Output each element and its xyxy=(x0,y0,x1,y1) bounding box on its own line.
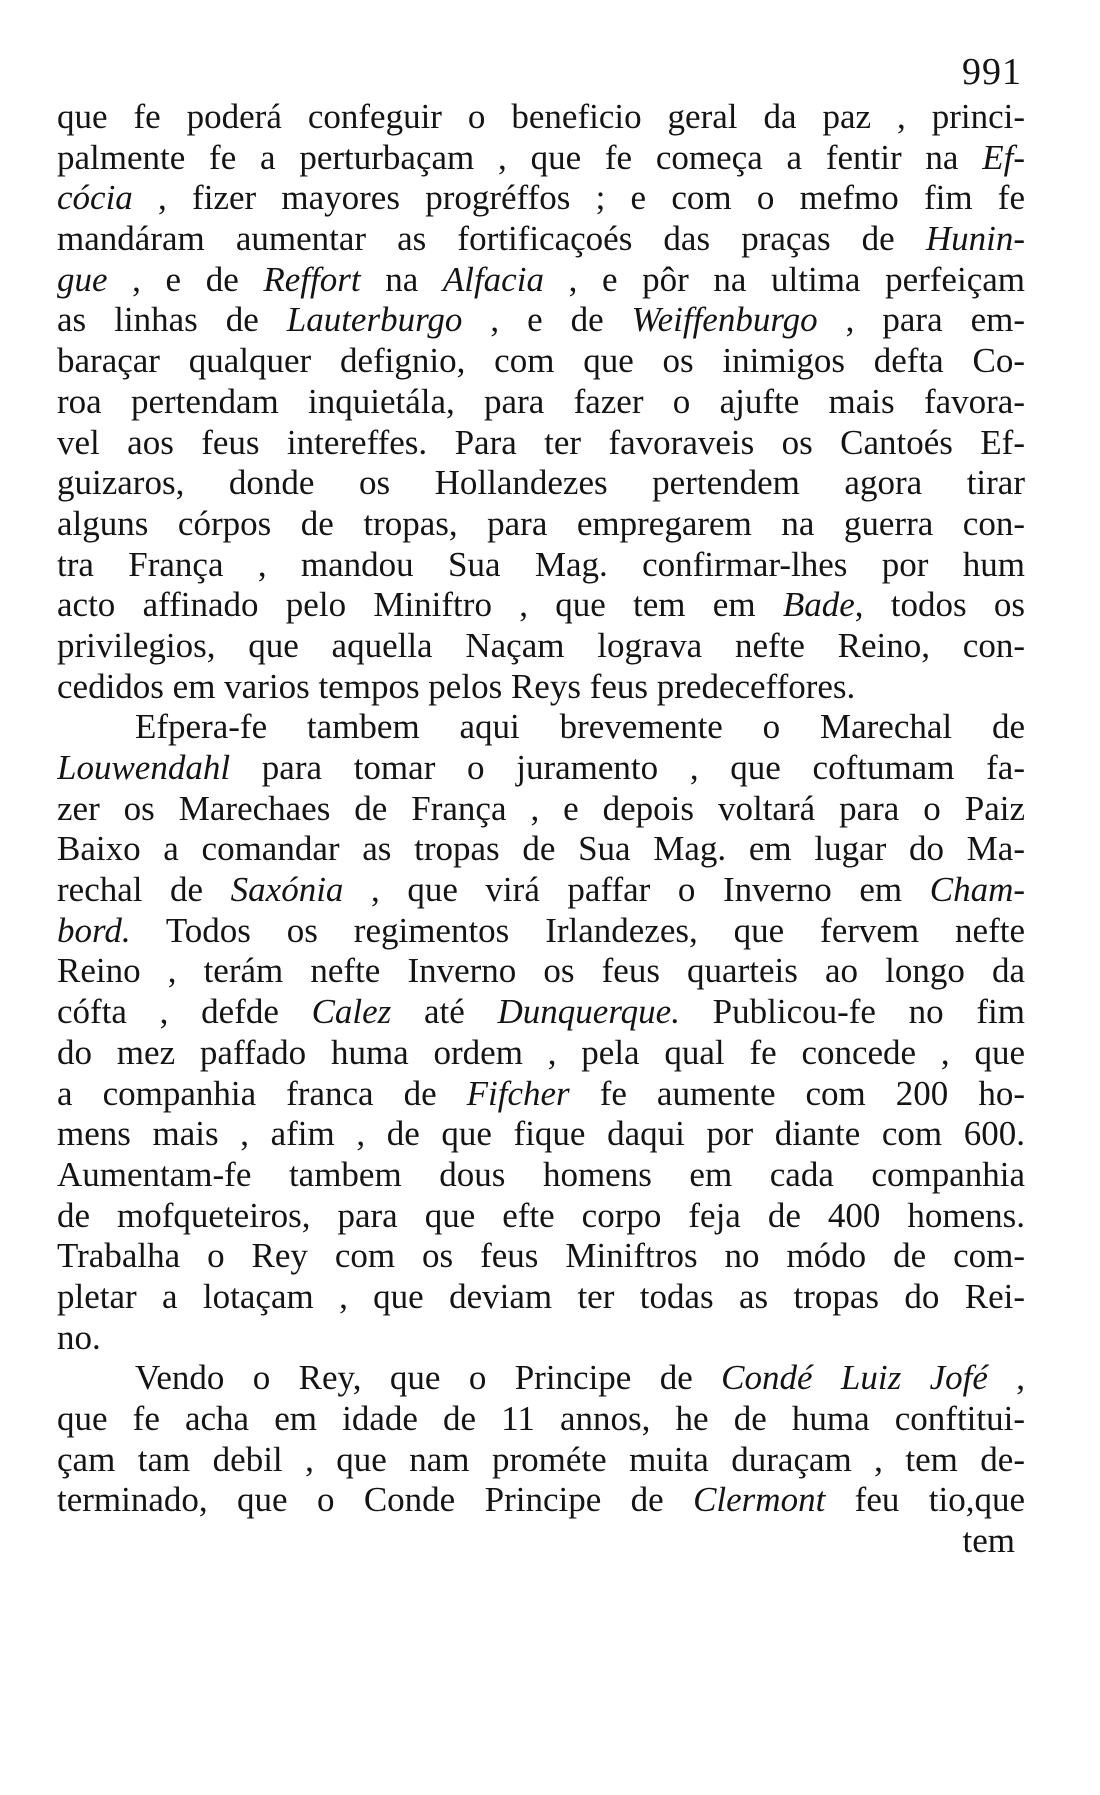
italic-name: Ef- xyxy=(982,137,1025,177)
italic-name: Bade xyxy=(782,585,855,625)
italic-name: Calez xyxy=(311,992,392,1032)
text-line: Vendo o Rey, que o Principe de Condé Luiz Jofé , xyxy=(135,1358,1025,1398)
text-line: mandáram aumentar as fortificaçoés das praças de Hunin- xyxy=(57,219,1025,259)
text-line: pletar a lotaçam , que deviam ter todas as tropas do Rei- xyxy=(57,1276,1025,1316)
italic-name: Condé xyxy=(721,1358,813,1398)
text-line: as linhas de Lauterburgo , e de Weiffenburgo , para em- xyxy=(57,300,1025,340)
text-line: do mez paffado huma ordem , pela qual fe concede , que xyxy=(57,1032,1025,1072)
text-line: alguns córpos de tropas, para empregarem na guerra con- xyxy=(57,503,1025,543)
text-line: mens mais , afim , de que fique daqui por diante com 600. xyxy=(57,1114,1025,1154)
text-line: terminado, que o Conde Principe de Clermont feu tio,que xyxy=(57,1480,1025,1520)
text-line: privilegios, que aquella Naçam lograva nefte Reino, con- xyxy=(57,625,1025,665)
text-line: rechal de Saxónia , que virá paffar o Inverno em Cham- xyxy=(57,870,1025,910)
text-line: Baixo a comandar as tropas de Sua Mag. em lugar do Ma- xyxy=(57,829,1025,869)
text-line: de mofqueteiros, para que efte corpo feja de 400 homens. xyxy=(57,1195,1025,1235)
text-line: que fe poderá confeguir o beneficio geral da paz , princi- xyxy=(57,97,1025,136)
text-line: vel aos feus intereffes. Para ter favoraveis os Cantoés Ef- xyxy=(57,422,1025,462)
italic-name: Alfacia xyxy=(442,259,544,299)
text-line: Reino , terám nefte Inverno os feus quarteis ao longo da xyxy=(57,951,1025,991)
text-line: palmente fe a perturbaçam , que fe começa a fentir na Ef- xyxy=(57,137,1025,177)
text-line: gue , e de Reffort na Alfacia , e pôr na ultima perfeiçam xyxy=(57,259,1025,299)
italic-name: Luiz xyxy=(840,1358,902,1398)
text-line: a companhia franca de Fifcher fe aumente com 200 ho- xyxy=(57,1073,1025,1113)
italic-name: Reffort xyxy=(263,259,361,299)
body-text xyxy=(57,97,1025,1562)
italic-name: Hunin- xyxy=(925,219,1025,259)
page-number: 991 xyxy=(962,51,1022,93)
italic-name: Dunquerque. xyxy=(497,992,680,1032)
text-line: guizaros, donde os Hollandezes pertendem agora tirar xyxy=(57,463,1025,503)
text-line: que fe acha em idade de 11 annos, he de huma conftitui- xyxy=(57,1399,1025,1438)
italic-name: Saxónia xyxy=(230,870,344,910)
text-line: Louwendahl para tomar o juramento , que coftumam fa- xyxy=(57,748,1025,787)
text-line: Trabalha o Rey com os feus Miniftros no módo de com- xyxy=(57,1236,1025,1276)
text-line: cófta , defde Calez até Dunquerque. Publicou-fe no fim xyxy=(57,992,1025,1032)
italic-name: Louwendahl xyxy=(57,748,231,787)
italic-name: Fifcher xyxy=(466,1073,570,1113)
text-line: tra França , mandou Sua Mag. confirmar-lhes por hum xyxy=(57,544,1025,584)
catchword: tem xyxy=(962,1521,1015,1561)
text-line: baraçar qualquer defignio, com que os inimigos defta Co- xyxy=(57,341,1025,381)
italic-name: Cham- xyxy=(929,870,1025,910)
text-line: roa pertendam inquietála, para fazer o ajufte mais favora- xyxy=(57,381,1025,421)
paragraph xyxy=(57,1358,1025,1561)
text-line: Efpera-fe tambem aqui brevemente o Marechal de xyxy=(135,707,1025,747)
text-line: cócia , fizer mayores progréffos ; e com o mefmo fim fe xyxy=(57,178,1025,218)
text-line: acto affinado pelo Miniftro , que tem em Bade, todos os xyxy=(57,585,1025,625)
italic-name: Weiffenburgo xyxy=(631,300,818,340)
italic-name: bord. xyxy=(57,910,131,950)
italic-name: Lauterburgo xyxy=(286,300,463,340)
text-line: Aumentam-fe tambem dous homens em cada companhia xyxy=(57,1154,1025,1194)
italic-name: Clermont xyxy=(693,1480,826,1520)
paragraph xyxy=(57,97,1025,707)
text-line: cedidos em varios tempos pelos Reys feus predeceffores. xyxy=(57,666,856,706)
italic-name: gue xyxy=(57,259,108,299)
italic-name: Jofé xyxy=(929,1358,988,1398)
paragraph xyxy=(57,707,1025,1358)
text-line: bord. Todos os regimentos Irlandezes, que fervem nefte xyxy=(57,910,1025,950)
italic-name: cócia xyxy=(57,178,133,218)
text-line: zer os Marechaes de França , e depois voltará para o Paiz xyxy=(57,788,1025,828)
text-line: no. xyxy=(57,1317,101,1357)
text-line: çam tam debil , que nam prométe muita duraçam , tem de- xyxy=(57,1439,1025,1479)
